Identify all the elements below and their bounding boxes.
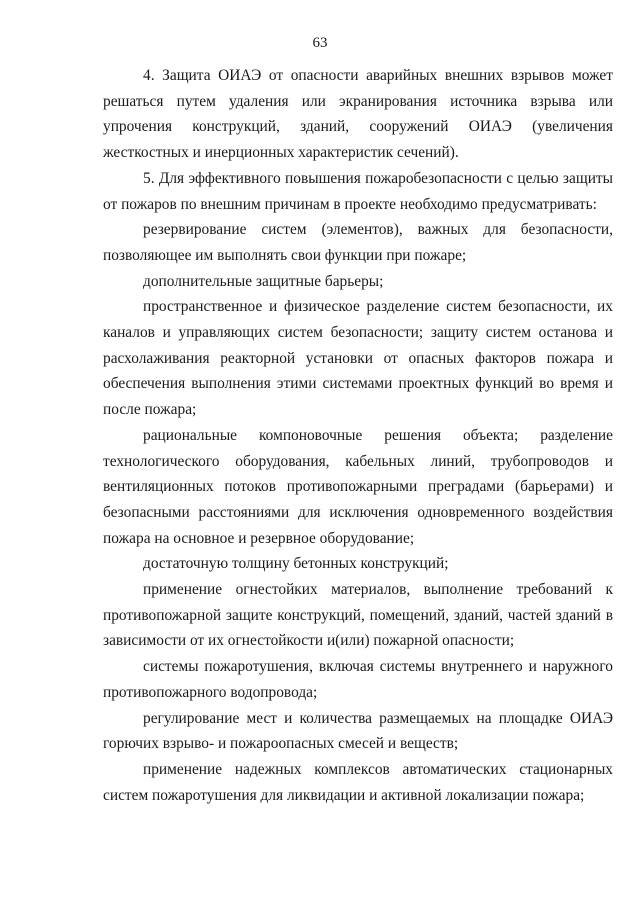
- list-item-redundancy: резервирование систем (элементов), важных для безопасности, позволяющее им выполнять свои функции при пожаре;: [103, 221, 613, 264]
- list-item-extinguishing: системы пожаротушения, включая системы внутреннего и наружного противопожарного водопровода;: [103, 658, 613, 701]
- paragraph-item-4: 4. Защита ОИАЭ от опасности аварийных внешних взрывов может решаться путем удаления или экранирования источника взрыва или упрочения конструкций, зданий, сооружений ОИАЭ (увеличения жесткостных и инерционных характеристик сечений).: [103, 67, 613, 162]
- list-item-regulation: регулирование мест и количества размещаемых на площадке ОИАЭ горючих взрыво- и пожароопасных смесей и веществ;: [103, 709, 613, 753]
- paragraph-item-5: 5. Для эффективного повышения пожаробезопасности с целью защиты от пожаров по внешним причинам в проекте необходимо предусматривать:: [103, 169, 613, 213]
- list-item-concrete: достаточную толщину бетонных конструкций;: [143, 555, 449, 573]
- list-item-separation: пространственное и физическое разделение систем безопасности, их каналов и управляющих систем безопасности; защиту систем останова и расхолаживания реакторной установки от опасных факторов пожара и обеспечения выполнения этими системами проектных функций во время и после пожара;: [103, 298, 613, 419]
- page-number: 63: [312, 35, 328, 51]
- list-item-barriers: дополнительные защитные барьеры;: [143, 272, 384, 290]
- list-item-layout: рациональные компоновочные решения объекта; разделение технологического оборудования, кабельных линий, трубопроводов и вентиляционных потоков противопожарными преградами (барьерами) и безопасными расстояниями для исключения одновременного воздействия пожара на основное и резервное оборудование;: [103, 426, 613, 547]
- list-item-fire-resistant: применение огнестойких материалов, выполнение требований к противопожарной защите конструкций, помещений, зданий, частей зданий в зависимости от их огнестойкости и(или) пожарной опасности;: [103, 581, 613, 650]
- document-body: [103, 63, 613, 808]
- list-item-automatic-systems: применение надежных комплексов автоматических стационарных систем пожаротушения для ликвидации и активной локализации пожара;: [103, 760, 613, 804]
